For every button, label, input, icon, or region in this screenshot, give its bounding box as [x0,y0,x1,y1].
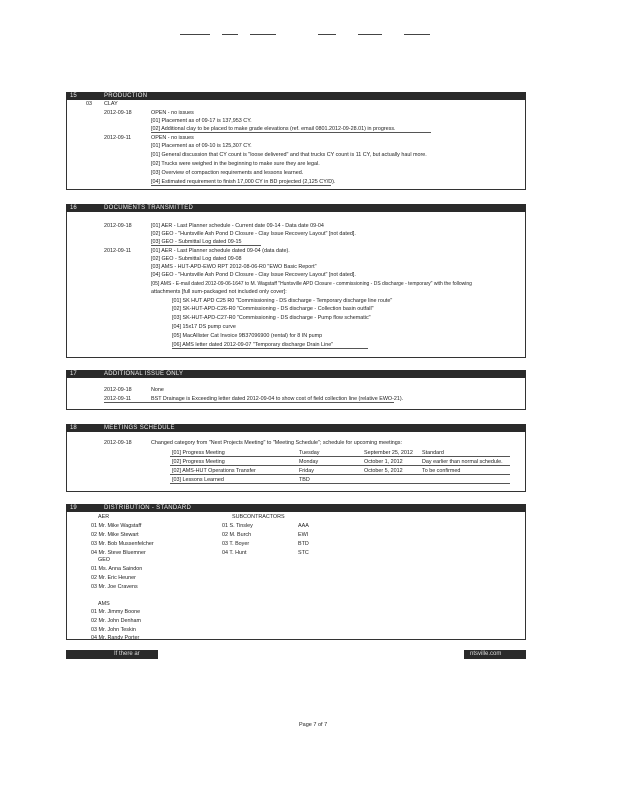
entry-line: [04] Estimated requirement to finish 17,000 CY in BD projected (2,125 CY/D). [151,179,336,185]
distribution-name: 01 Mr. Jimmy Boone [91,609,141,615]
section-production [66,100,526,190]
distribution-name: 02 Mr. John Denham [91,618,142,624]
attachment-line: [06] AMS letter dated 2012-09-07 "Temporary discharge Drain Line" [172,342,334,348]
attachment-line: [04] 15x17 DS pump curve [172,324,236,330]
section-title: DISTRIBUTION - STANDARD [104,505,192,511]
entry-line: attachments [full sum-packaged not included only cover]: [151,289,287,295]
section-number: 17 [70,371,77,377]
distribution-name: 03 Mr. Bob Mussenfelcher [91,541,154,547]
meeting-date: October 5, 2012 [364,468,403,474]
underline [104,402,394,403]
row-rule [170,474,510,475]
subcontractor-name: 01 S. Tinsley [222,523,253,529]
section-header-distribution [66,504,526,512]
entry-line: [02] Additional clay to be placed to make grade elevations (ref. email 0801.2012-09-28.01) in progress. [151,126,396,132]
entry-line: [02] GEO - Submittal Log dated 09-08 [151,256,242,262]
distribution-name: 03 Mr. John Teskin [91,627,136,633]
entry-line: [03] AMS - HUT-APD-EWO RPT 2012-08-06-R0 "EWO Basic Report" [151,264,317,270]
distribution-name: 03 Mr. Joe Cravens [91,584,138,590]
attachment-line: [03] SK-HUT-APD-C27-R0 "Commissioning - DS discharge - Pump flow schematic" [172,315,371,321]
section-number: 19 [70,505,77,511]
underline [151,245,261,246]
section-title: DOCUMENTS TRANSMITTED [104,205,194,211]
section-header-documents [66,204,526,212]
meeting-name: [01] Progress Meeting [172,450,225,456]
group-heading: AER [98,514,110,520]
subcontractor-code: STC [298,550,309,556]
entry-line: [01] AER - Last Planner schedule - Current date 09-14 - Data date 09-04 [151,223,324,229]
header-rule [358,34,382,35]
entry-text: None [151,387,164,393]
row-rule [170,465,510,466]
subcontractor-code: AAA [298,523,309,529]
entry-date: 2012-09-18 [104,440,132,446]
entry-line: [03] Overview of compaction requirements and lessons learned. [151,170,304,176]
section-header-meetings [66,424,526,432]
underline [151,185,331,186]
section-issues [66,378,526,410]
header-rule [250,34,276,35]
entry-status: OPEN - no issues [151,110,194,116]
header-rule [222,34,238,35]
entry-date: 2012-09-18 [104,110,132,116]
footer-text: ntsville.com [470,651,502,657]
section-title: ADDITIONAL ISSUE ONLY [104,371,184,377]
entry-date: 2012-09-11 [104,248,132,254]
distribution-name: 02 Mr. Mike Stewart [91,532,139,538]
subcontractor-name: 03 T. Boyer [222,541,250,547]
header-rule [404,34,430,35]
meeting-day: Tuesday [299,450,320,456]
section-number: 15 [70,93,77,99]
distribution-name: 02 Mr. Eric Heuner [91,575,136,581]
row-rule [170,456,510,457]
meeting-day: TBD [299,477,310,483]
subcontractor-name: 04 T. Hunt [222,550,247,556]
section-title: MEETINGS SCHEDULE [104,425,175,431]
distribution-name: 01 Ms. Anna Saindon [91,566,143,572]
group-heading: AMS [98,601,110,607]
entry-status: OPEN - no issues [151,135,194,141]
attachment-line: [02] SK-HUT-APD-C26-R0 "Commissioning - DS discharge - Collection basin outfall" [172,306,374,312]
subcontractor-name: 02 M. Burch [222,532,252,538]
header-rule [318,34,336,35]
section-header-production [66,92,526,100]
meeting-name: [03] Lessons Learned [172,477,224,483]
header-rule [180,34,210,35]
meeting-note: To be confirmed [422,468,461,474]
entry-line: [01] Placement as of 09-10 is 125,307 CY. [151,143,252,149]
meeting-note: Day earlier than normal schedule. [422,459,503,465]
entry-date: 2012-09-18 [104,223,132,229]
entry-line: [01] Placement as of 09-17 is 137,953 CY. [151,118,252,124]
meeting-date: October 1, 2012 [364,459,403,465]
entry-line: [02] Trucks were weighed in the beginning to make sure they are legal. [151,161,320,167]
entry-date: 2012-09-11 [104,396,132,402]
entry-line: [02] GEO - "Huntsville Ash Pond D Closure - Clay Issue Recovery Layout" [not dated]. [151,231,356,237]
entry-line: [05] AMS - E-mail dated 2012-09-06-1647 to M. Wagstaff "Huntsville APD Closure - commissioning - DS discharge - temporary" with the following [151,281,472,287]
entry-date: 2012-09-11 [104,135,132,141]
meeting-day: Friday [299,468,314,474]
meeting-name: [02] AMS-HUT Operations Transfer [172,468,256,474]
page-number: Page 7 of 7 [299,722,328,728]
section-title: PRODUCTION [104,93,148,99]
footer-text: If there ar [114,651,140,657]
entry-line: [01] General discussion that CY count is "loose delivered" and that trucks CY count is 11 CY, but actually haul more. [151,152,427,158]
meeting-date: September 25, 2012 [364,450,413,456]
distribution-name: 04 Mr. Randy Porter [91,635,140,641]
subcontractor-code: EWI [298,532,309,538]
underline [151,132,431,133]
entry-text: BST Drainage is Exceeding letter dated 2012-09-04 to show cost of field collection line (relative EWO-21). [151,396,404,402]
meeting-note: Standard [422,450,444,456]
distribution-name: 04 Mr. Steve Bluemner [91,550,146,556]
attachment-line: [01] SK HUT APD C25 R0 "Commissioning - DS discharge - Temporary discharge line route" [172,298,393,304]
footer-bar-left [66,650,158,659]
entry-text: Changed category from "Next Projects Meeting" to "Meeting Schedule"; schedule for upcoming meetings: [151,440,402,446]
group-heading: GEO [98,557,110,563]
group-heading: SUBCONTRACTORS [232,514,285,520]
section-number: 18 [70,425,77,431]
entry-date: 2012-09-18 [104,387,132,393]
section-header-issues [66,370,526,378]
meeting-name: [02] Progress Meeting [172,459,225,465]
footer-bar-right [464,650,526,659]
row-rule [170,483,510,484]
attachment-line: [05] MacAllister Cat Invoice 9B37096900 (rental) for 8 IN pump [172,333,323,339]
underline [172,348,368,349]
entry-line: [01] AER - Last Planner schedule dated 09-04 (data date). [151,248,290,254]
meeting-day: Monday [299,459,319,465]
subsection-number: 03 [86,101,92,107]
subcontractor-code: BTD [298,541,309,547]
subsection-title: CLAY [104,101,118,107]
section-number: 16 [70,205,77,211]
entry-line: [04] GEO - "Huntsville Ash Pond D Closure - Clay Issue Recovery Layout" [not dated]. [151,272,356,278]
entry-line: [03] GEO - Submittal Log dated 09-15 [151,239,242,245]
distribution-name: 01 Mr. Mike Wagstaff [91,523,142,529]
